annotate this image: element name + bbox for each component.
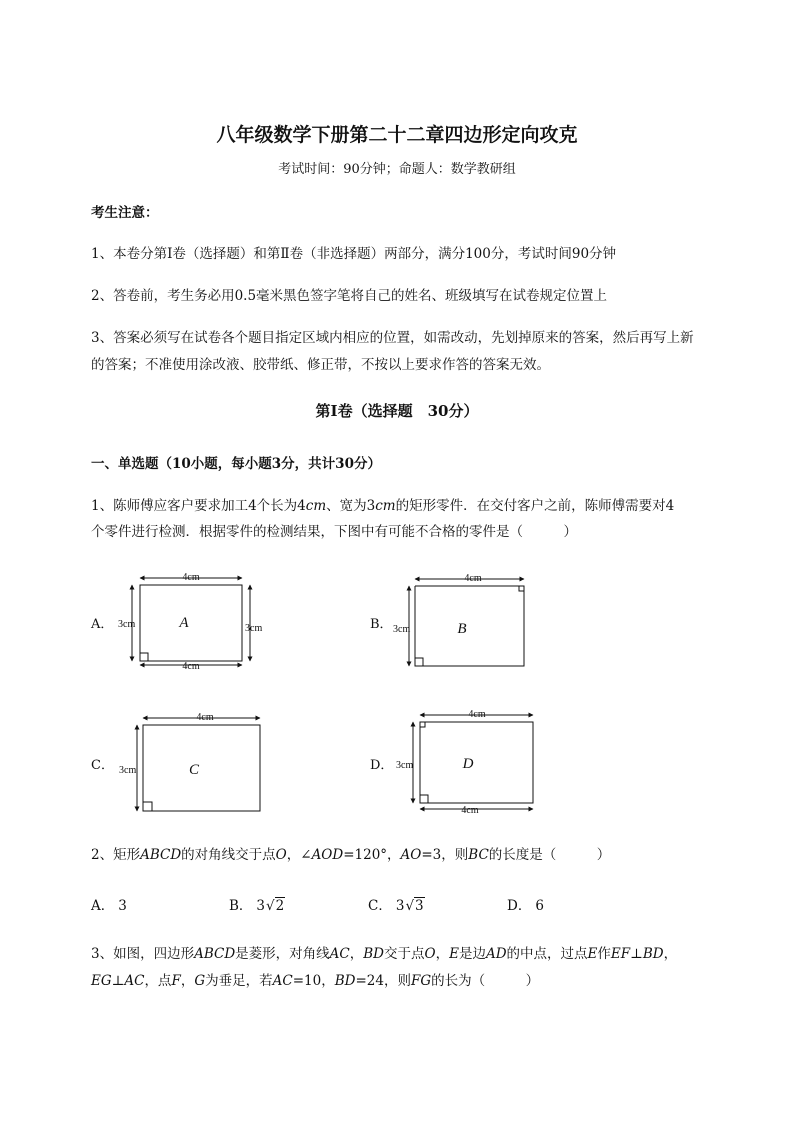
notice-item-3-cont: 的答案；不准使用涂改液、胶带纸、修正带，不按以上要求作答的答案无效。 <box>91 357 550 373</box>
corner-mark-d <box>420 722 425 727</box>
letter-a: A <box>179 615 189 631</box>
label-top-c: 4cm <box>196 712 214 723</box>
sqrt-sign: √ <box>405 898 415 914</box>
rectangle-c <box>143 725 260 811</box>
right-angle-mark-a <box>140 653 148 661</box>
right-angle-mark-b <box>415 658 423 666</box>
figure-a <box>132 578 250 665</box>
right-angle-mark-c <box>143 802 152 811</box>
corner-mark-b <box>519 586 524 591</box>
q3-line-1: 3、如图，四边形ABCD是菱形，对角线AC，BD交于点O，E是边AD的中点，过点E作EF⊥BD， <box>91 946 678 962</box>
label-top-a: 4cm <box>182 572 200 583</box>
notice-heading: 考生注意： <box>91 205 159 221</box>
q1-option-a-label: A． <box>91 617 114 632</box>
label-bottom-a: 4cm <box>182 661 200 672</box>
notice-item-2: 2、答卷前，考生务必用0.5毫米黑色签字笔将自己的姓名、班级填写在试卷规定位置上 <box>91 288 608 304</box>
rectangle-d <box>420 722 533 803</box>
document-title: 八年级数学下册第二十二章四边形定向攻克 <box>216 124 578 146</box>
q1-option-b-label: B． <box>370 617 393 632</box>
rectangle-a <box>140 585 242 661</box>
q1-option-c-label: C． <box>91 758 114 773</box>
letter-b: B <box>457 621 467 637</box>
label-left-a: 3cm <box>118 619 136 630</box>
label-top-b: 4cm <box>464 573 482 584</box>
notice-item-3: 3、答案必须写在试卷各个题目指定区域内相应的位置，如需改动，先划掉原来的答案，然后再写上新 <box>91 330 694 346</box>
q1-line-1: 1、陈师傅应客户要求加工4个长为4cm、宽为3cm的矩形零件．在交付客户之前，陈师傅需要对4 <box>91 498 675 514</box>
q1-option-d-label: D． <box>370 758 394 773</box>
letter-c: C <box>188 762 200 778</box>
label-left-d: 3cm <box>396 760 414 771</box>
right-angle-mark-d <box>420 795 428 803</box>
q2-option-b[interactable]: B． 3√2 <box>229 898 285 914</box>
q2-stem: 2、矩形ABCD的对角线交于点O，∠AOD=120°，AO=3，则BC的长度是（ ） <box>91 847 611 863</box>
part-heading: 一、单选题（10小题，每小题3分，共计30分） <box>91 456 381 472</box>
label-top-d: 4cm <box>468 709 486 720</box>
q3-line-2: EG⊥AC，点F，G为垂足，若AC=10，BD=24，则FG的长为（ ） <box>91 973 540 989</box>
q1-line-2: 个零件进行检测．根据零件的检测结果，下图中有可能不合格的零件是（ ） <box>91 524 577 540</box>
q2-option-c[interactable]: C． 3√3 <box>368 898 424 914</box>
label-left-c: 3cm <box>119 765 137 776</box>
label-bottom-d: 4cm <box>461 805 479 816</box>
q2-option-d[interactable]: D． 6 <box>507 898 544 914</box>
sqrt-sign: √ <box>266 898 275 914</box>
label-right-a: 3cm <box>245 623 263 634</box>
letter-d: D <box>462 756 474 772</box>
notice-item-1: 1、本卷分第I卷（选择题）和第Ⅱ卷（非选择题）两部分，满分100分，考试时间90分钟 <box>91 246 617 262</box>
section-title: 第I卷（选择题 30分） <box>315 402 479 420</box>
label-left-b: 3cm <box>393 624 411 635</box>
rectangle-b <box>415 586 524 666</box>
q2-option-a[interactable]: A． 3 <box>91 898 127 914</box>
document-subtitle: 考试时间：90分钟；命题人：数学教研组 <box>278 162 516 177</box>
